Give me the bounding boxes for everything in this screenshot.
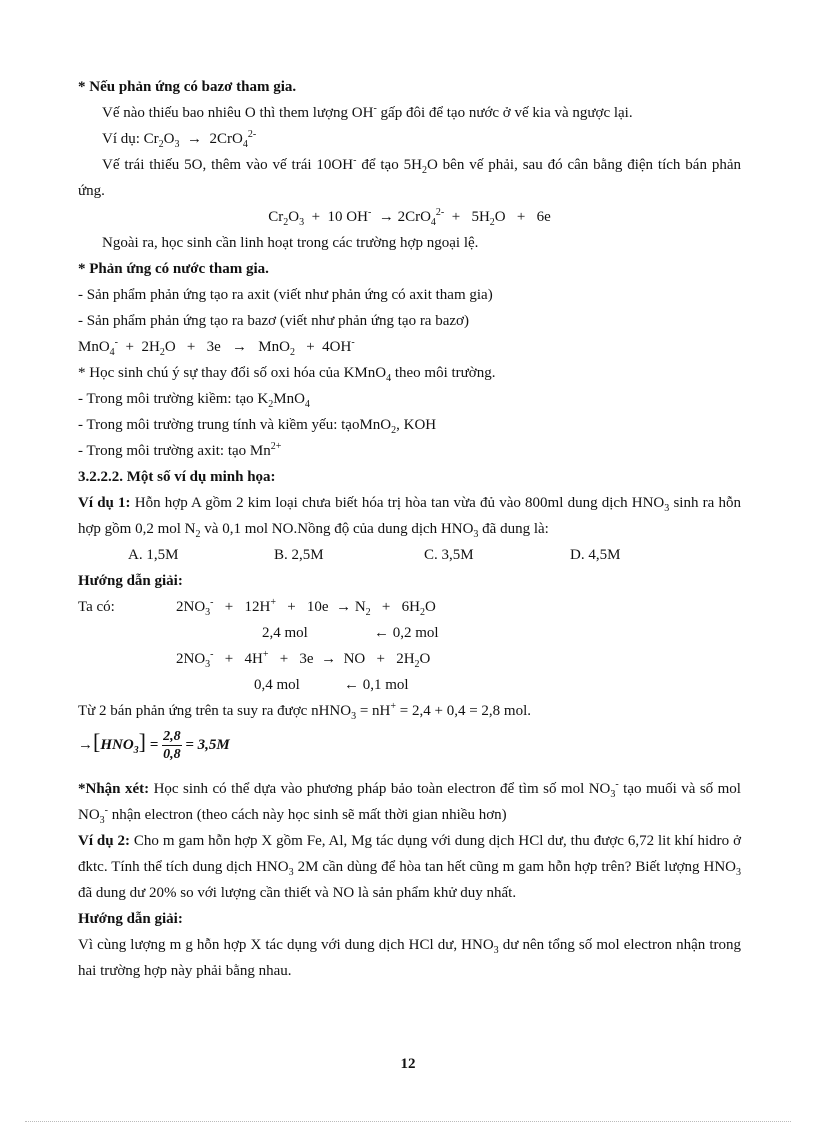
mol-row-1: 2,4 mol ← 0,2 mol bbox=[262, 625, 439, 641]
product-base: - Sản phẩm phản ứng tạo ra bazơ (viết như phản ứng tạo ra bazơ) bbox=[78, 313, 469, 329]
example-1: Ví dụ 1: Hỗn hợp A gồm 2 kim loại chưa biết hóa trị hòa tan vừa đủ vào 800ml dung dịch $HNO_3$ sinh ra hỗn hợp gồm 0,2 mol $N_2$ và 0,1 mol NO.Nồng độ của dung dịch $HNO_3$ đã dung là: bbox=[78, 495, 741, 540]
choice-d: D. 4,5M bbox=[570, 547, 621, 563]
solution-heading-2: Hướng dẫn giải: bbox=[78, 911, 183, 927]
left-side-paragraph: Vế trái thiếu 5O, thêm vào vế trái 10OH- để tạo $5H_2O$ bên vế phải, sau đó cân bằng điện tích bán phản ứng. bbox=[78, 155, 742, 199]
choice-c: C. 3,5M bbox=[424, 547, 474, 563]
remark: *Nhận xét: Học sinh có thể dựa vào phương pháp bảo toàn electron để tìm số mol $NO_3^-$ tạo muối và số mol $NO_3^-$ nhận electron (theo cách này học sinh sẽ mất thời gian nhiều hơn) bbox=[78, 779, 741, 826]
example-cr2o3: Ví dụ: $Cr_2O_3 \to 2CrO_4^{2-}$ bbox=[102, 129, 257, 150]
bazo-rule: Vế nào thiếu bao nhiêu O thì them lượng OH- gấp đôi để tạo nước ở vế kia và ngược lại. bbox=[102, 103, 633, 121]
choice-b: B. 2,5M bbox=[274, 547, 324, 563]
product-acid: - Sản phẩm phản ứng tạo ra axit (viết như phản ứng có axit tham gia) bbox=[78, 287, 493, 303]
heading-bazo: * Nếu phản ứng có bazơ tham gia. bbox=[78, 79, 297, 95]
env-acid: - Trong môi trường axit: tạo $Mn^{2+}$ bbox=[78, 441, 282, 459]
section-heading: 3.2.2.2. Một số ví dụ minh họa: bbox=[78, 469, 276, 485]
solution-heading-1: Hướng dẫn giải: bbox=[78, 573, 183, 589]
total-hno3: Từ 2 bán phản ứng trên ta suy ra được nHNO$_3$ = nH+ = 2,4 + 0,4 = 2,8 mol. bbox=[78, 701, 531, 722]
mol-row-2: 0,4 mol ← 0,1 mol bbox=[254, 677, 409, 693]
choice-a: A. 1,5M bbox=[128, 547, 179, 563]
env-alkaline: - Trong môi trường kiềm: tạo $K_2MnO_4$ bbox=[78, 391, 310, 410]
half-reaction-1: Ta có: $2NO_3^- + 12H^+ + 10e \to N_2 + 6H_2O$ bbox=[78, 597, 436, 618]
equation-cr2o3: $Cr_2O_3 + 10$ $OH^- \to 2CrO_4^{2-} + 5H_2O + 6e$ bbox=[268, 207, 551, 228]
concentration-formula: $\to[HNO_3]$ = $\frac{2,8}{0,8}$ = 3,5M bbox=[78, 728, 230, 762]
solution-text-2: Vì cùng lượng m g hỗn hợp X tác dụng với dung dịch HCl dư, $HNO_3$ dư nên tổng số mol electron nhận trong hai trường hợp này phải bằng nhau. bbox=[78, 937, 741, 979]
answer-choices bbox=[78, 542, 741, 568]
fraction: $\frac{2,8}{0,8}$ bbox=[163, 729, 181, 762]
page-number: 12 bbox=[400, 1056, 416, 1072]
exception-note: Ngoài ra, học sinh cần linh hoạt trong các trường hợp ngoại lệ. bbox=[102, 235, 479, 251]
kmno4-note: * Học sinh chú ý sự thay đổi số oxi hóa của KMnO$_4$ theo môi trường. bbox=[78, 365, 496, 384]
heading-nuoc: * Phản ứng có nước tham gia. bbox=[78, 261, 269, 277]
example-2: Ví dụ 2: Cho m gam hỗn hợp X gồm Fe, Al, Mg tác dụng với dung dịch HCl dư, thu được 6,72 lit khí hidro ở đktc. Tính thể tích dung dịch $HNO_3$ 2M cần dùng để hòa tan hết cũng m gam hỗn hợp trên? Biết lượng $HNO_3$ đã dung dư 20% so với lượng cần thiết và NO là sản phẩm khử duy nhất. bbox=[78, 833, 742, 901]
document-page bbox=[78, 74, 741, 984]
env-neutral: - Trong môi trường trung tính và kiềm yếu: tạoMnO$_2$, KOH bbox=[78, 417, 437, 436]
page-bottom-rule bbox=[25, 1121, 791, 1122]
half-reaction-2: $2NO_3^- + 4H^+ + 3e$ → NO + $2H_2O$ bbox=[176, 649, 431, 670]
equation-mno4: $MnO_4^- + 2H_2O + 3e \to MnO_2 + 4OH^-$ bbox=[78, 337, 355, 358]
